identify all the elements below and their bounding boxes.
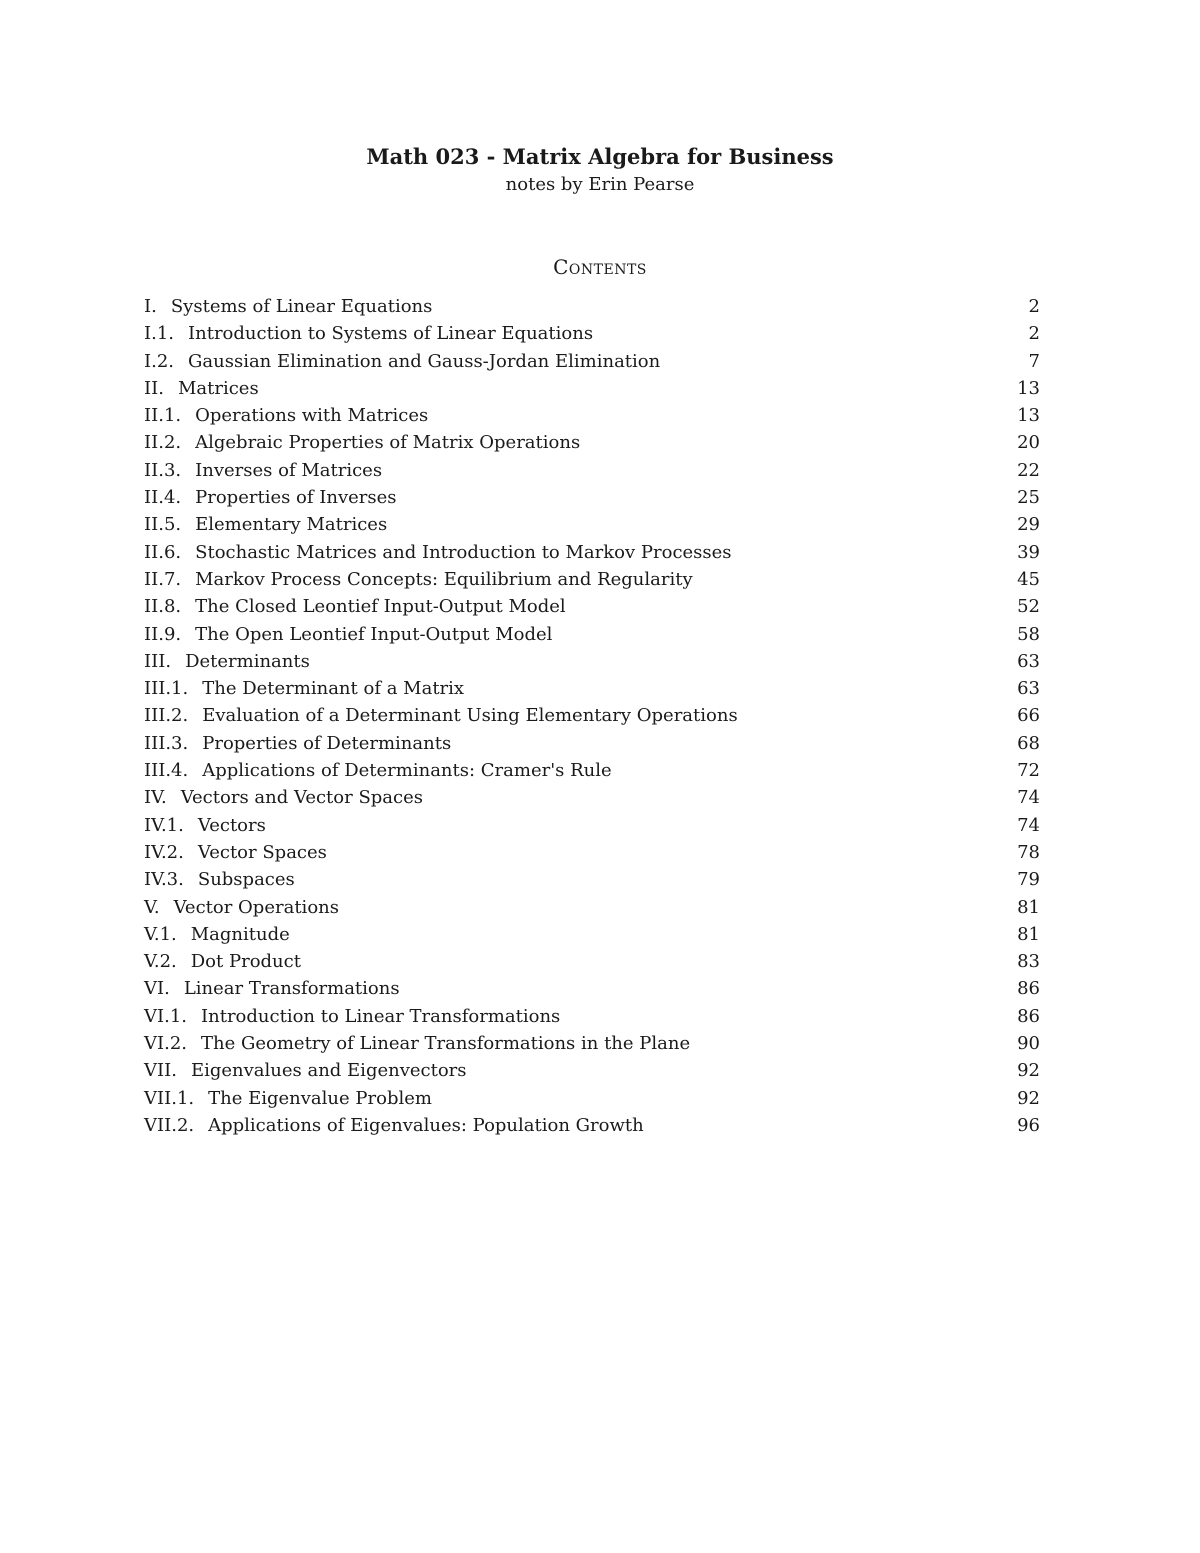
toc-section-title: The Determinant of a Matrix — [202, 678, 465, 700]
toc-section-number: II.5. — [144, 514, 182, 536]
toc-entry — [144, 730, 1040, 757]
toc-entry-heading — [144, 921, 290, 948]
toc-page-number: 13 — [1017, 405, 1040, 427]
toc-entry-heading — [144, 894, 339, 921]
toc-entry-heading — [144, 975, 400, 1002]
toc-section-title: Inverses of Matrices — [195, 459, 383, 481]
toc-page-number: 63 — [1017, 678, 1040, 700]
toc-section-number: II. — [144, 377, 164, 399]
toc-entry — [144, 348, 1040, 375]
toc-section-number: VI. — [144, 978, 170, 1000]
toc-section-number: IV.1. — [144, 814, 184, 836]
toc-page-number: 7 — [1028, 350, 1040, 372]
toc-entry — [144, 621, 1040, 648]
toc-entry-heading — [144, 1030, 690, 1057]
toc-section-number: II.7. — [144, 568, 182, 590]
toc-section-title: Linear Transformations — [183, 978, 400, 1000]
toc-section-number: VI.1. — [144, 1005, 188, 1027]
toc-entry-heading — [144, 730, 451, 757]
toc-page-number: 74 — [1017, 787, 1040, 809]
toc-page-number: 39 — [1017, 541, 1040, 563]
toc-entry — [144, 675, 1040, 702]
toc-entry — [144, 484, 1040, 511]
toc-page-number: 20 — [1017, 432, 1040, 454]
toc-section-title: Vectors — [197, 814, 266, 836]
toc-entry — [144, 1003, 1040, 1030]
toc-entry-heading — [144, 675, 464, 702]
toc-entry — [144, 1030, 1040, 1057]
toc-section-title: Properties of Inverses — [195, 487, 397, 509]
toc-entry — [144, 894, 1040, 921]
toc-page-number: 81 — [1017, 896, 1040, 918]
document-author: notes by Erin Pearse — [505, 174, 695, 195]
toc-entry-heading — [144, 484, 397, 511]
toc-entry-heading — [144, 648, 310, 675]
toc-section-number: I.1. — [144, 323, 175, 345]
toc-entry-heading — [144, 1112, 644, 1139]
toc-section-title: Magnitude — [190, 923, 290, 945]
toc-section-number: III.3. — [144, 732, 189, 754]
toc-entry — [144, 866, 1040, 893]
toc-entry — [144, 1057, 1040, 1084]
toc-section-title: Elementary Matrices — [195, 514, 388, 536]
toc-section-title: Introduction to Linear Transformations — [201, 1005, 561, 1027]
toc-section-number: II.9. — [144, 623, 182, 645]
toc-entry — [144, 839, 1040, 866]
toc-page-number: 79 — [1017, 869, 1040, 891]
toc-entry-heading — [144, 593, 566, 620]
toc-page-number: 2 — [1028, 296, 1040, 317]
toc-section-title: Dot Product — [190, 951, 301, 973]
toc-entry-heading — [144, 457, 382, 484]
toc-entry-heading — [144, 320, 593, 347]
toc-section-number: III. — [144, 650, 172, 672]
toc-page-number: 68 — [1017, 732, 1040, 754]
toc-section-number: II.6. — [144, 541, 182, 563]
toc-entry-heading — [144, 1003, 560, 1030]
toc-entry-heading — [144, 429, 580, 456]
toc-entry — [144, 293, 1040, 320]
toc-section-title: Evaluation of a Determinant Using Elementary Operations — [202, 705, 738, 727]
toc-section-number: V. — [144, 896, 160, 918]
toc-page-number: 92 — [1017, 1087, 1040, 1109]
toc-section-number: VII.1. — [144, 1087, 195, 1109]
document-header — [0, 143, 1200, 199]
toc-page-number: 86 — [1017, 1005, 1040, 1027]
toc-section-number: IV. — [144, 787, 167, 809]
toc-page-number: 96 — [1017, 1114, 1040, 1136]
toc-entry — [144, 812, 1040, 839]
toc-entry — [144, 648, 1040, 675]
toc-section-title: The Eigenvalue Problem — [208, 1087, 432, 1109]
toc-section-title: Vector Operations — [173, 896, 339, 918]
toc-section-title: The Open Leontief Input-Output Model — [195, 623, 553, 645]
toc-entry — [144, 320, 1040, 347]
toc-section-title: Matrices — [177, 377, 259, 399]
toc-entry-heading — [144, 621, 552, 648]
toc-page-number: 81 — [1017, 923, 1040, 945]
toc-page-number: 74 — [1017, 814, 1040, 836]
toc-entry — [144, 539, 1040, 566]
toc-entry — [144, 702, 1040, 729]
toc-section-number: II.4. — [144, 487, 182, 509]
toc-section-number: III.2. — [144, 705, 189, 727]
toc-page-number: 58 — [1017, 623, 1040, 645]
toc-section-title: Vector Spaces — [197, 841, 327, 863]
toc-entry-heading — [144, 866, 295, 893]
contents-heading: Contents — [553, 255, 647, 279]
toc-section-number: II.3. — [144, 459, 182, 481]
toc-page-number: 13 — [1017, 377, 1040, 399]
toc-page-number: 25 — [1017, 487, 1040, 509]
toc-entry — [144, 402, 1040, 429]
toc-section-title: Subspaces — [197, 869, 295, 891]
toc-page-number: 63 — [1017, 650, 1040, 672]
toc-entry-heading — [144, 784, 423, 811]
toc-entry-heading — [144, 375, 259, 402]
toc-section-number: VII. — [144, 1060, 177, 1082]
toc-section-title: Determinants — [185, 650, 310, 672]
toc-entry-heading — [144, 812, 266, 839]
toc-entry-heading — [144, 511, 387, 538]
toc-section-title: Operations with Matrices — [195, 405, 429, 427]
toc-section-title: Gaussian Elimination and Gauss-Jordan Elimination — [188, 350, 661, 372]
toc-page-number: 2 — [1028, 323, 1040, 345]
toc-section-title: The Geometry of Linear Transformations in the Plane — [201, 1033, 691, 1055]
toc-entry — [144, 1085, 1040, 1112]
toc-page-number: 72 — [1017, 760, 1040, 782]
toc-section-number: V.2. — [144, 951, 177, 973]
toc-entry — [144, 784, 1040, 811]
toc-section-number: IV.2. — [144, 841, 184, 863]
toc-section-title: Applications of Determinants: Cramer's Rule — [202, 760, 612, 782]
toc-entry — [144, 457, 1040, 484]
toc-entry-heading — [144, 839, 327, 866]
toc-section-number: I. — [144, 296, 157, 317]
toc-page-number: 22 — [1017, 459, 1040, 481]
toc-page-number: 86 — [1017, 978, 1040, 1000]
toc-entry — [144, 948, 1040, 975]
toc-section-title: Properties of Determinants — [202, 732, 452, 754]
toc-section-title: Eigenvalues and Eigenvectors — [190, 1060, 467, 1082]
toc-section-number: VII.2. — [144, 1114, 195, 1136]
toc-entry-heading — [144, 1057, 467, 1084]
toc-page-number: 78 — [1017, 841, 1040, 863]
toc-page-number: 52 — [1017, 596, 1040, 618]
toc-section-title: Vectors and Vector Spaces — [180, 787, 424, 809]
toc-page-number: 29 — [1017, 514, 1040, 536]
toc-section-title: Markov Process Concepts: Equilibrium and Regularity — [195, 568, 693, 590]
toc-section-number: II.2. — [144, 432, 182, 454]
toc-section-title: Algebraic Properties of Matrix Operations — [195, 432, 581, 454]
toc-entry — [144, 593, 1040, 620]
toc-entry-heading — [144, 293, 432, 320]
toc-entry-heading — [144, 702, 738, 729]
toc-entry — [144, 511, 1040, 538]
toc-entry — [144, 429, 1040, 456]
toc-entry — [144, 975, 1040, 1002]
toc-entry-heading — [144, 566, 693, 593]
toc-entry-heading — [144, 1085, 432, 1112]
toc-entry — [144, 566, 1040, 593]
toc-section-number: VI.2. — [144, 1033, 188, 1055]
toc-entry — [144, 375, 1040, 402]
toc-page-number: 66 — [1017, 705, 1040, 727]
toc-section-number: II.1. — [144, 405, 182, 427]
toc-section-title: The Closed Leontief Input-Output Model — [195, 596, 566, 618]
toc-entry-heading — [144, 757, 612, 784]
toc-entry-heading — [144, 539, 732, 566]
toc-section-title: Stochastic Matrices and Introduction to Markov Processes — [195, 541, 732, 563]
toc-entry-heading — [144, 348, 660, 375]
toc-page-number: 83 — [1017, 951, 1040, 973]
toc-section-number: I.2. — [144, 350, 175, 372]
toc-entry-heading — [144, 402, 428, 429]
toc-section-title: Introduction to Systems of Linear Equations — [188, 323, 594, 345]
toc-entry — [144, 1112, 1040, 1139]
document-title: Math 023 - Matrix Algebra for Business — [366, 144, 834, 169]
toc-section-number: II.8. — [144, 596, 182, 618]
toc-section-title: Systems of Linear Equations — [170, 296, 433, 317]
toc-section-number: III.4. — [144, 760, 189, 782]
table-of-contents — [144, 293, 1040, 1139]
toc-section-number: III.1. — [144, 678, 189, 700]
toc-section-number: IV.3. — [144, 869, 184, 891]
toc-section-number: V.1. — [144, 923, 177, 945]
toc-page-number: 90 — [1017, 1033, 1040, 1055]
toc-entry — [144, 757, 1040, 784]
toc-entry — [144, 921, 1040, 948]
toc-page-number: 92 — [1017, 1060, 1040, 1082]
toc-entry-heading — [144, 948, 301, 975]
toc-page-number: 45 — [1017, 568, 1040, 590]
toc-section-title: Applications of Eigenvalues: Population Growth — [208, 1114, 644, 1136]
